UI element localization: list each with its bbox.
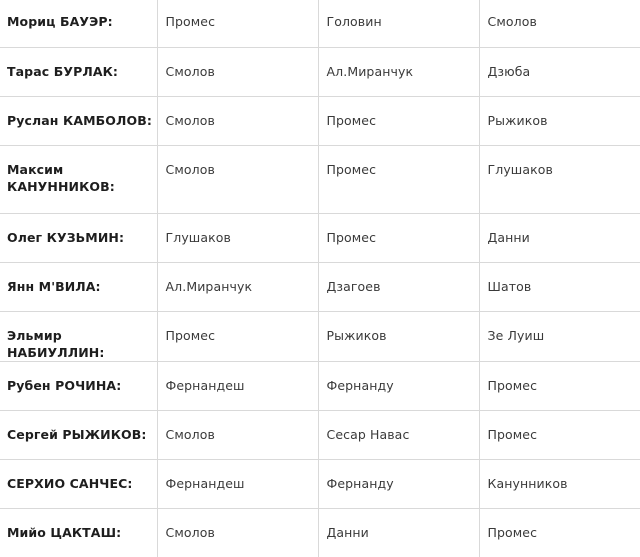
pick-3: Промес — [479, 361, 640, 410]
pick-1: Смолов — [157, 508, 318, 557]
voter-name: Мийо ЦАКТАШ: — [0, 508, 157, 557]
pick-3: Глушаков — [479, 145, 640, 213]
table-row — [0, 47, 640, 96]
voter-name: Сергей РЫЖИКОВ: — [0, 410, 157, 459]
pick-1: Смолов — [157, 47, 318, 96]
pick-1: Промес — [157, 0, 318, 47]
table-row — [0, 410, 640, 459]
pick-3: Дзюба — [479, 47, 640, 96]
pick-1: Фернандеш — [157, 361, 318, 410]
pick-2: Промес — [318, 96, 479, 145]
pick-1: Ал.Миранчук — [157, 262, 318, 311]
pick-2: Ал.Миранчук — [318, 47, 479, 96]
table-row — [0, 96, 640, 145]
voter-name: Тарас БУРЛАК: — [0, 47, 157, 96]
pick-3: Шатов — [479, 262, 640, 311]
pick-2: Фернанду — [318, 361, 479, 410]
table-row — [0, 145, 640, 213]
voter-name: Янн М'ВИЛА: — [0, 262, 157, 311]
pick-2: Рыжиков — [318, 311, 479, 361]
table-row — [0, 0, 640, 47]
pick-3: Промес — [479, 410, 640, 459]
voter-name: Рубен РОЧИНА: — [0, 361, 157, 410]
pick-3: Рыжиков — [479, 96, 640, 145]
pick-2: Дзагоев — [318, 262, 479, 311]
pick-1: Фернандеш — [157, 459, 318, 508]
table-row — [0, 262, 640, 311]
pick-3: Смолов — [479, 0, 640, 47]
pick-1: Смолов — [157, 410, 318, 459]
voter-name: СЕРХИО САНЧЕС: — [0, 459, 157, 508]
pick-1: Глушаков — [157, 213, 318, 262]
table-row — [0, 311, 640, 361]
pick-3: Промес — [479, 508, 640, 557]
pick-1: Промес — [157, 311, 318, 361]
pick-2: Данни — [318, 508, 479, 557]
pick-2: Головин — [318, 0, 479, 47]
voter-name: Максим КАНУННИКОВ: — [0, 145, 157, 213]
table-row — [0, 361, 640, 410]
pick-2: Промес — [318, 145, 479, 213]
pick-1: Смолов — [157, 96, 318, 145]
pick-3: Канунников — [479, 459, 640, 508]
pick-2: Сесар Навас — [318, 410, 479, 459]
pick-2: Промес — [318, 213, 479, 262]
pick-3: Зе Луиш — [479, 311, 640, 361]
pick-1: Смолов — [157, 145, 318, 213]
table-row — [0, 508, 640, 557]
voter-name: Олег КУЗЬМИН: — [0, 213, 157, 262]
table-row — [0, 459, 640, 508]
table-row — [0, 213, 640, 262]
pick-3: Данни — [479, 213, 640, 262]
voter-name: Руслан КАМБОЛОВ: — [0, 96, 157, 145]
voter-name: Эльмир НАБИУЛЛИН: — [0, 311, 157, 361]
pick-2: Фернанду — [318, 459, 479, 508]
voter-name: Мориц БАУЭР: — [0, 0, 157, 47]
